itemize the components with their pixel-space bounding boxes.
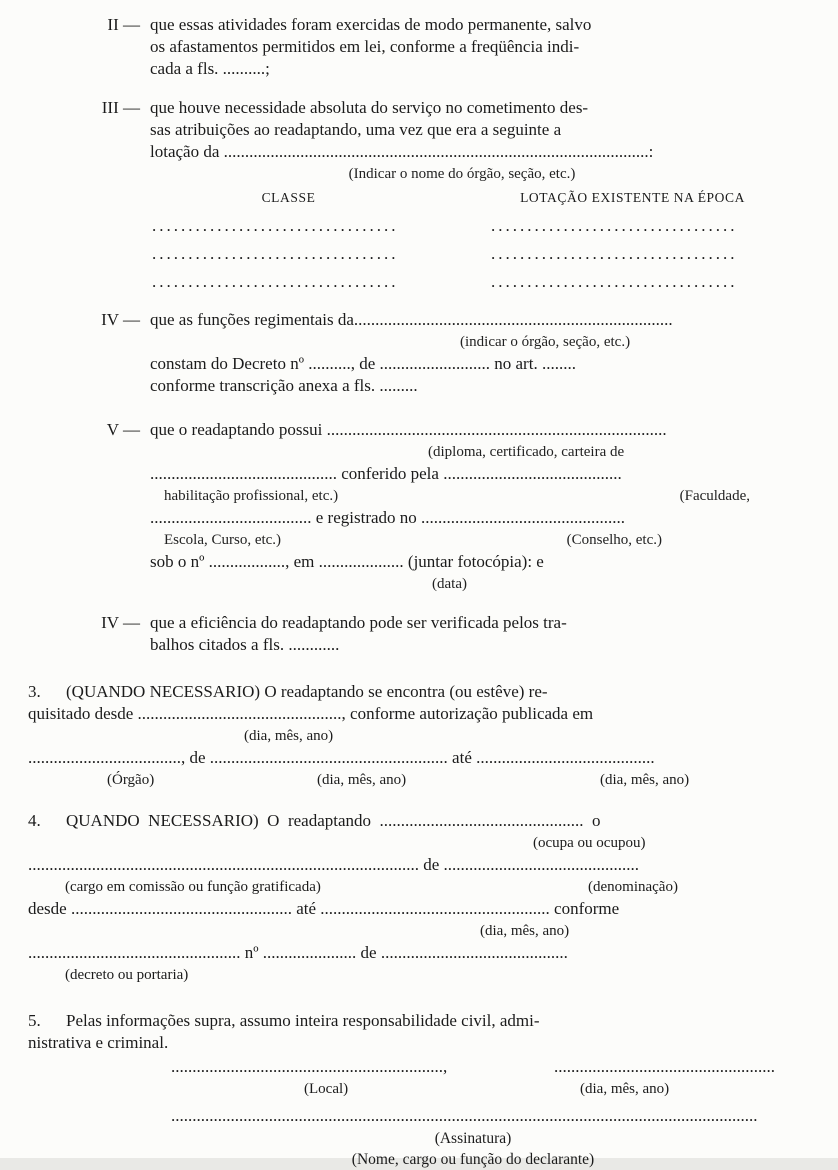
item-iii-numeral: III —: [101, 98, 140, 117]
item-3: [28, 681, 812, 791]
item-4-hint-ocupa: (ocupa ou ocupou): [533, 835, 646, 851]
table-row-blank: ..................................: [491, 272, 738, 291]
item-ii-line-1: que essas atividades foram exercidas de modo permanente, salvo: [150, 15, 592, 34]
item-ii: [0, 14, 838, 80]
item-vi-line-2: balhos citados a fls. ............: [150, 635, 340, 654]
item-4-hint-row-2: [28, 920, 812, 942]
table-row-blank: ..................................: [152, 216, 399, 235]
item-3-hint-dia-mes-ano: (dia, mês, ano): [244, 728, 334, 744]
item-ii-body: [150, 14, 774, 80]
item-3-label-dia-mes-ano-2: (dia, mês, ano): [600, 772, 690, 788]
local-date-label-row: [171, 1078, 775, 1100]
item-4-line-1: [28, 810, 812, 832]
item-3-line-1-text: (QUANDO NECESSARIO) O readaptando se encontra (ou estêve) re-: [66, 682, 548, 701]
local-date-blank-line: [171, 1056, 775, 1078]
item-iii-body: [150, 97, 774, 293]
item-vi-line-1: que a eficiência do readaptando pode ser verificada pelos tra-: [150, 613, 567, 632]
item-iv-line-1: que as funções regimentais da...........................................................................: [150, 310, 673, 329]
table-row-blank: ..................................: [152, 272, 399, 291]
table-column-classe: [152, 187, 425, 293]
item-vi: [0, 612, 838, 656]
table-header-lotacao: LOTAÇÃO EXISTENTE NA ÉPOCA: [520, 190, 745, 205]
item-iv-body: [150, 309, 774, 397]
item-v-line-2: ............................................ conferido pela ..........................................: [150, 464, 622, 483]
item-4-line-4: .................................................. nº ...................... de ............................................: [28, 943, 568, 962]
item-3-label-orgao: (Órgão): [107, 772, 155, 788]
item-5-line-1-text: Pelas informações supra, assumo inteira responsabilidade civil, admi-: [66, 1011, 540, 1030]
item-3-line-1: [28, 681, 812, 703]
item-iii-line-1: que houve necessidade absoluta do serviço no cometimento des-: [150, 98, 589, 117]
label-local: (Local): [304, 1081, 349, 1097]
item-iii-hint-orgao: (Indicar o nome do órgão, seção, etc.): [348, 166, 576, 182]
item-v-line-1: que o readaptando possui ................................................................................: [150, 420, 667, 439]
table-row-blank: ..................................: [491, 216, 738, 235]
item-4-line-3: desde .................................................... até ...................................................... conforme: [28, 899, 620, 918]
item-v-hint-data: (data): [432, 576, 467, 592]
item-5: [28, 1010, 812, 1170]
item-v: [0, 419, 838, 595]
item-4-number: 4.: [28, 811, 41, 830]
signature-block: [171, 1056, 775, 1170]
item-4-label-row-1: [28, 876, 812, 898]
item-4-line-1-text: QUANDO NECESSARIO) O readaptando ................................................ o: [66, 811, 601, 830]
item-4-label-decreto: (decreto ou portaria): [65, 967, 189, 983]
item-v-body: [150, 419, 774, 595]
table-header-classe: CLASSE: [261, 190, 316, 205]
label-dia-mes-ano: (dia, mês, ano): [580, 1081, 670, 1097]
item-4: [28, 810, 812, 986]
item-4-hint-row-1: [28, 832, 812, 854]
item-3-line-3: ...................................., de ........................................................ até ..........................................: [28, 748, 655, 767]
item-4-label-row-2: [28, 964, 812, 986]
item-3-label-dia-mes-ano-1: (dia, mês, ano): [317, 772, 407, 788]
item-iii-line-2: sas atribuições ao readaptando, uma vez que era a seguinte a: [150, 120, 562, 139]
item-iv-numeral: IV —: [101, 310, 140, 329]
item-ii-line-2: os afastamentos permitidos em lei, conforme a freqüência indi-: [150, 37, 580, 56]
item-iv-hint-orgao: (indicar o órgão, seção, etc.): [460, 334, 631, 350]
item-ii-line-3: cada a fls. ..........;: [150, 59, 270, 78]
item-4-label-denominacao: (denominação): [588, 879, 678, 895]
item-iv-line-2: constam do Decreto nº .........., de .......................... no art. ........: [150, 354, 576, 373]
item-3-hint-row: [28, 725, 812, 747]
label-assinatura: (Assinatura): [434, 1130, 512, 1147]
item-v-hint-habilitacao-faculdade: [150, 485, 774, 507]
signature-blank-line: ..........................................................................................................................................: [171, 1106, 758, 1125]
table-column-lotacao: [491, 187, 774, 293]
item-4-line-2: ............................................................................................ de ..............................................: [28, 855, 640, 874]
item-v-line-3: ...................................... e registrado no ................................................: [150, 508, 626, 527]
item-v-line-4: sob o nº .................., em .................... (juntar fotocópia): e: [150, 552, 544, 571]
item-iii-line-3: lotação da ....................................................................................................:: [150, 142, 654, 161]
date-blank: ....................................................: [554, 1057, 775, 1076]
local-blank: ................................................................,: [171, 1057, 448, 1076]
classe-lotacao-table: [150, 187, 774, 293]
label-nome-cargo-funcao: (Nome, cargo ou função do declarante): [351, 1151, 595, 1168]
item-5-line-1: [28, 1010, 812, 1032]
item-3-number: 3.: [28, 682, 41, 701]
item-vi-body: [150, 612, 774, 656]
item-4-label-cargo: (cargo em comissão ou função gratificada): [65, 879, 321, 895]
item-5-line-2: nistrativa e criminal.: [28, 1033, 169, 1052]
item-iv-line-3: conforme transcrição anexa a fls. .........: [150, 376, 418, 395]
table-row-blank: ..................................: [152, 244, 399, 263]
item-v-hint-escola: Escola, Curso, etc.): [164, 532, 282, 548]
item-v-hint-habilitacao: habilitação profissional, etc.): [164, 488, 339, 504]
item-v-numeral: V —: [106, 420, 140, 439]
item-v-hint-diploma: (diploma, certificado, carteira de: [428, 444, 625, 460]
item-v-hint-conselho: (Conselho, etc.): [566, 532, 662, 548]
item-v-hint-escola-conselho: [150, 529, 774, 551]
item-5-number: 5.: [28, 1011, 41, 1030]
item-4-hint-dia-mes-ano: (dia, mês, ano): [480, 923, 570, 939]
item-ii-numeral: II —: [107, 15, 140, 34]
table-row-blank: ..................................: [491, 244, 738, 263]
item-3-line-2: quisitado desde ................................................, conforme autorização publicada em: [28, 704, 594, 723]
item-3-label-row: [28, 769, 812, 791]
item-iii: [0, 97, 838, 293]
item-vi-numeral: IV —: [101, 613, 140, 632]
item-v-hint-faculdade: (Faculdade,: [679, 488, 750, 504]
item-iv: [0, 309, 838, 397]
